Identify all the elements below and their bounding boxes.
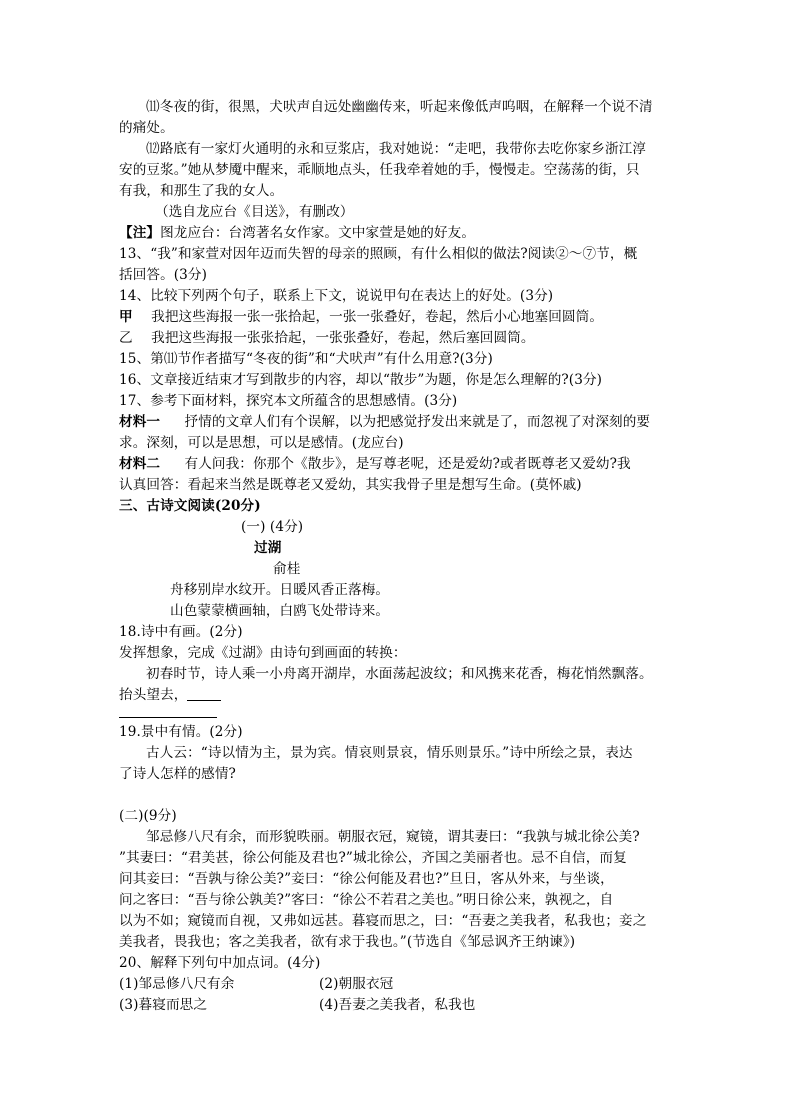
material-1-line2: 求。深刻，可以是思想，可以是感情。(龙应台): [119, 435, 404, 451]
question-20-item2: (2)朝服衣冠: [319, 976, 394, 992]
poem-line1: 舟移别岸水纹开。日暖风香正落梅。: [170, 582, 390, 598]
question-14-sentence-a: [119, 307, 679, 328]
material-2-line2: 认真回答：看起来当然是既尊老又爱幼，其实我骨子里是想写生命。(莫怀戚): [119, 477, 582, 493]
passage-p11-line2: 的痛处。: [119, 120, 174, 136]
sentence-a-label: 甲: [119, 309, 133, 325]
question-17: 17、参考下面材料，探究本文所蕴含的思想感情。(3分): [119, 393, 458, 409]
question-13-line1: 13、“我”和家萱对因年迈而失智的母亲的照顾，有什么相似的做法?阅读②～⑦节，概: [119, 246, 638, 262]
question-15: 15、第⑾节作者描写“冬夜的街”和“犬吠声”有什么用意?(3分): [119, 351, 493, 367]
material-1-text: 抒情的文章人们有个误解，以为把感觉抒发出来就是了，而忽视了对深刻的要: [184, 414, 651, 430]
sentence-a-text: 我把这些海报一张一张拾起，一张一张叠好，卷起，然后小心地塞回圆筒。: [151, 309, 604, 325]
question-16: 16、文章接近结束才写到散步的内容，却以“散步”为题，你是怎么理解的?(3分): [119, 372, 603, 388]
poem-line2: 山色蒙蒙横画轴，白鸥飞处带诗来。: [170, 603, 390, 619]
question-14: 14、比较下列两个句子，联系上下文，说说甲句在表达上的好处。(3分): [119, 288, 554, 304]
question-20-row1: [119, 974, 679, 995]
part-1-label: (一) (4分): [241, 519, 304, 535]
question-18-line1: 初春时节，诗人乘一小舟离开湖岸，水面荡起波纹；和风携来花香，梅花悄然飘落。: [146, 666, 653, 682]
note-label: 【注】: [119, 225, 161, 241]
question-18-line2: [119, 685, 679, 706]
prose-line1: 邹忌修八尺有余，而形貌昳丽。朝服衣冠，窥镜，谓其妻曰：“我孰与城北徐公美?: [146, 829, 640, 845]
sentence-b-label: 乙: [119, 330, 133, 346]
poem-title: 过湖: [254, 540, 282, 556]
prose-line2: ”其妻曰：“君美甚，徐公何能及君也?”城北徐公，齐国之美丽者也。忌不自信，而复: [119, 850, 627, 866]
question-14-sentence-b: [119, 328, 679, 349]
material-2-label: 材料二: [119, 456, 161, 472]
passage-source: （选自龙应台《目送》，有删改）: [155, 204, 354, 220]
material-2-text: 有人问我：你那个《散步》，是写尊老呢，还是爱幼?或者既尊老又爱幼?我: [184, 456, 631, 472]
question-13-line2: 括回答。(3分): [119, 267, 208, 283]
question-18-instruction: 发挥想象，完成《过湖》由诗句到画面的转换：: [119, 645, 407, 661]
answer-blank[interactable]: [187, 686, 221, 701]
passage-p12-line3: 有我，和那生了我的女人。: [119, 183, 284, 199]
material-1-line1: [119, 412, 679, 433]
passage-p12-line2: 安的豆浆。”她从梦魇中醒来，乖顺地点头，任我牵着她的手，慢慢走。空荡荡的街，只: [119, 162, 640, 178]
prose-line4: 问之客曰：“吾与徐公孰美?”客曰：“徐公不若君之美也。”明日徐公来，孰视之，自: [119, 892, 614, 908]
question-20-item1: (1)邹忌修八尺有余: [119, 976, 235, 992]
answer-underline[interactable]: [119, 717, 217, 718]
question-20: 20、解释下列句中加点词。(4分): [119, 955, 321, 971]
question-18-prompt: 抬头望去，: [119, 687, 188, 703]
poem-author: 俞桂: [273, 561, 301, 577]
question-19: 19.景中有情。(2分): [119, 724, 243, 740]
question-18: 18.诗中有画。(2分): [119, 624, 243, 640]
part-2-label: (二)(9分): [119, 808, 177, 824]
prose-line3: 问其妾曰：“吾孰与徐公美?”妾曰：“徐公何能及君也?”旦日，客从外来，与坐谈，: [119, 871, 614, 887]
material-1-label: 材料一: [119, 414, 161, 430]
question-20-item4: (4)吾妻之美我者，私我也: [319, 997, 476, 1013]
sentence-b-text: 我把这些海报一张张拾起，一张张叠好，卷起，然后塞回圆筒。: [151, 330, 535, 346]
question-19-line2: 了诗人怎样的感情?: [119, 766, 236, 782]
passage-p12-line1: ⑿路底有一家灯火通明的永和豆浆店，我对她说：“走吧，我带你去吃你家乡浙江淳: [146, 141, 647, 157]
question-20-item3: (3)暮寝而思之: [119, 997, 208, 1013]
prose-line5: 以为不如；窥镜而自视，又弗如远甚。暮寝而思之，曰：“吾妻之美我者，私我也；妾之: [119, 913, 647, 929]
note-text: 图龙应台：台湾著名女作家。文中家萱是她的好友。: [160, 225, 476, 241]
section-3-heading: 三、古诗文阅读(20分): [119, 498, 261, 514]
question-20-row2: [119, 995, 679, 1016]
question-19-line1: 古人云：“诗以情为主，景为宾。情哀则景哀，情乐则景乐。”诗中所绘之景，表达: [146, 745, 633, 761]
passage-note: [119, 223, 679, 244]
material-2-line1: [119, 454, 679, 475]
prose-line6: 美我者，畏我也；客之美我者，欲有求于我也。”(节选自《邹忌讽齐王纳谏》): [119, 934, 576, 950]
passage-p11-line1: ⑾冬夜的街，很黑，犬吠声自远处幽幽传来，听起来像低声呜咽，在解释一个说不清: [146, 99, 653, 115]
